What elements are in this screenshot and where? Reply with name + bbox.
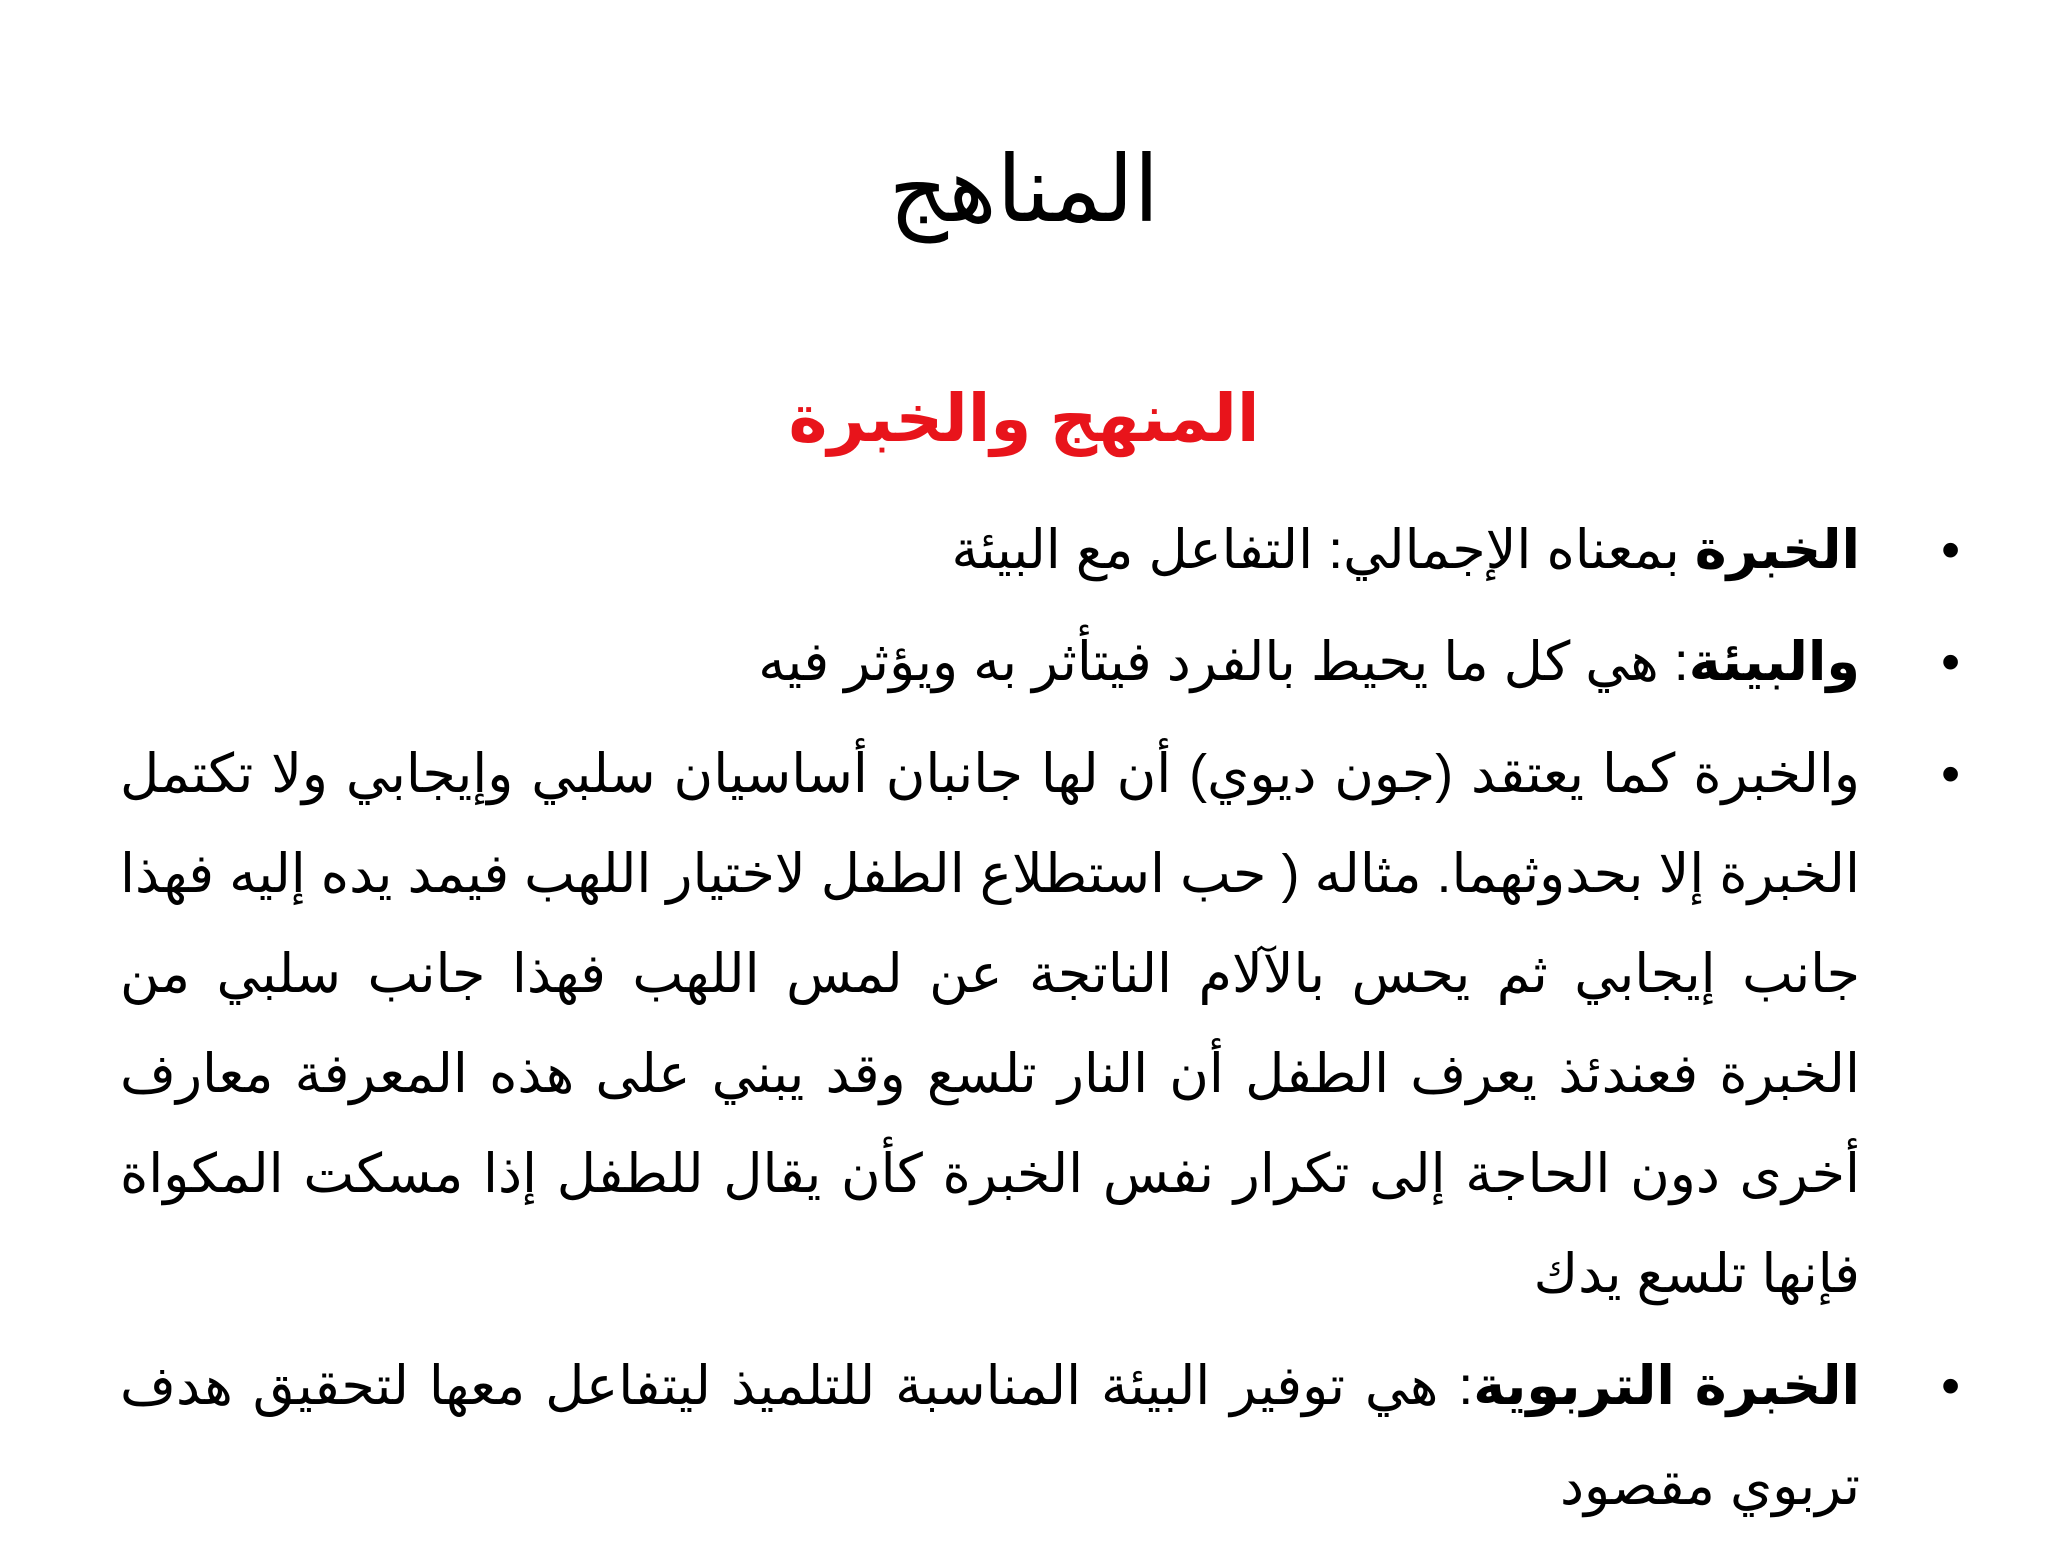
bullet-body: بمعناه الإجمالي: التفاعل مع البيئة: [951, 520, 1695, 580]
bullet-term: الخبرة: [1694, 520, 1860, 580]
bullet-dot-icon: •: [1941, 520, 1960, 580]
bullet-item: [120, 724, 1960, 1324]
bullet-list: [120, 500, 1960, 1548]
bullet-body: : هي توفير البيئة المناسبة للتلميذ ليتفاعل معها لتحقيق هدف تربوي مقصود: [120, 1356, 1860, 1516]
bullet-term: والبيئة: [1688, 632, 1860, 692]
bullet-item: [120, 1336, 1960, 1536]
bullet-dot-icon: •: [1941, 744, 1960, 804]
bullet-term: الخبرة التربوية: [1473, 1356, 1860, 1416]
bullet-item: [120, 500, 1960, 600]
bullet-dot-icon: •: [1941, 1356, 1960, 1416]
bullet-text: [120, 724, 1860, 1324]
bullet-text: [120, 500, 1860, 600]
bullet-item: [120, 612, 1960, 712]
bullet-text: [120, 1336, 1860, 1536]
slide-subtitle: المنهج والخبرة: [788, 381, 1260, 455]
bullet-body: : هي كل ما يحيط بالفرد فيتأثر به ويؤثر فيه: [758, 632, 1689, 692]
bullet-body: والخبرة كما يعتقد (جون ديوي) أن لها جانبان أساسيان سلبي وإيجابي ولا تكتمل الخبرة إلا بحدوثهما. مثاله ( حب استطلاع الطفل لاختيار اللهب فيمد يده إليه فهذا جانب إيجابي ثم يحس بالآلام الناتجة عن لمس اللهب فهذا جانب سلبي من الخبرة فعندئذ يعرف الطفل أن النار تلسع وقد يبني على هذه المعرفة معارف أخرى دون الحاجة إلى تكرار نفس الخبرة كأن يقال للطفل إذا مسكت المكواة فإنها تلسع يدك: [120, 744, 1860, 1304]
slide-title: المناهج: [888, 139, 1160, 241]
bullet-text: [120, 612, 1860, 712]
bullet-dot-icon: •: [1941, 632, 1960, 692]
